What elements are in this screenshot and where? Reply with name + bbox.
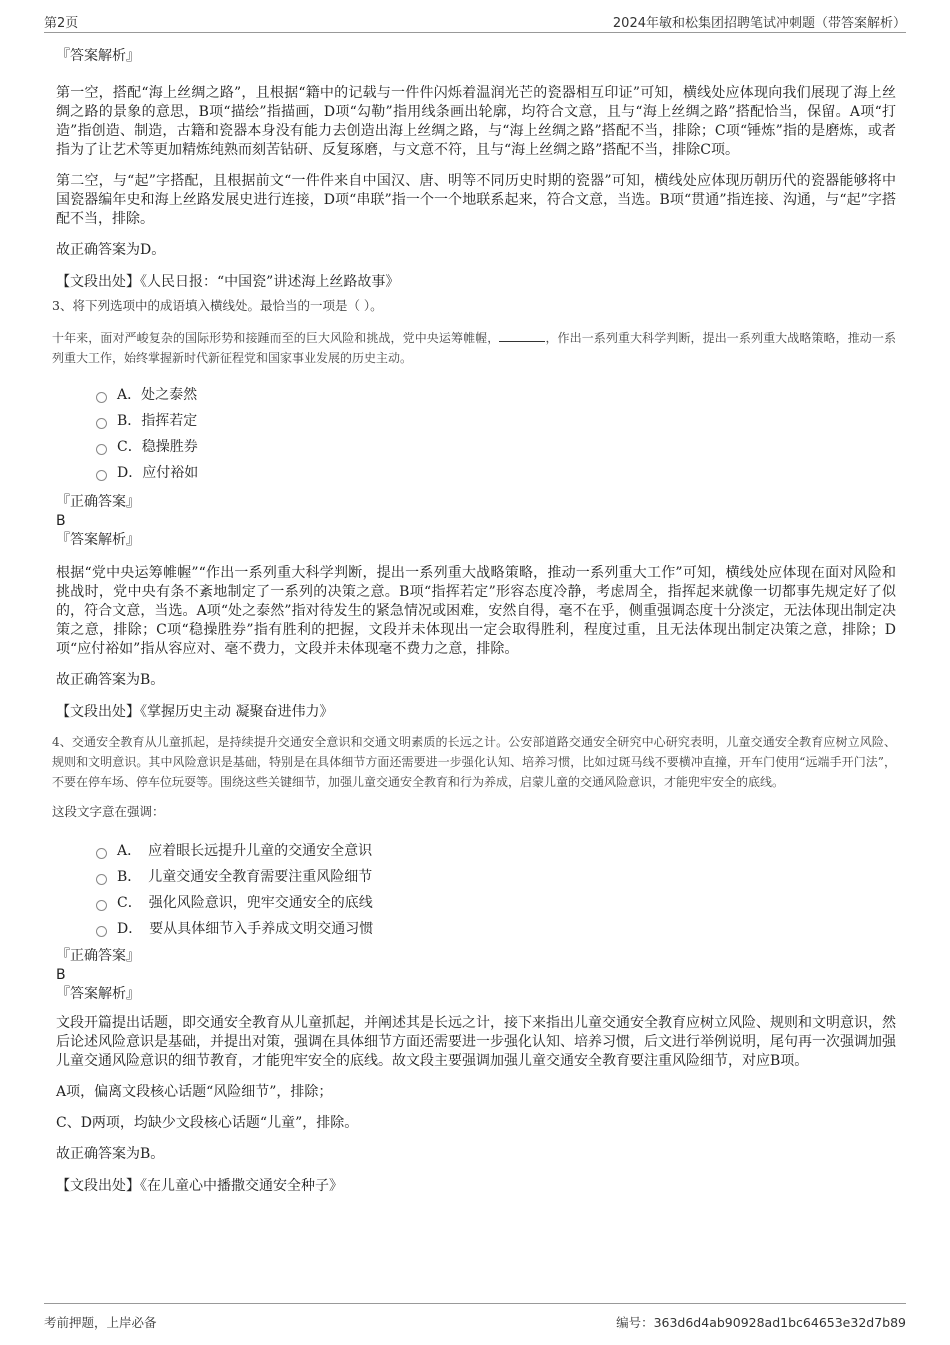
analysis-tag: 『答案解析』 bbox=[56, 48, 140, 64]
correct-answer: B bbox=[56, 513, 66, 529]
conclusion: 故正确答案为D。 bbox=[56, 242, 166, 258]
correct-answer: B bbox=[56, 967, 66, 983]
analysis-paragraph: 第二空，与“起”字搭配，且根据前文“一件件来自中国汉、唐、明等不同历史时期的瓷器”可知，横线处应体现历朝历代的瓷器能够将中国瓷器编年史和海上丝路发展史进行连接，D项“串联”指一个一个地联系起来，符合文意，当选。B项“贯通”指连接、沟通，与“起”字搭配不当，排除。 bbox=[56, 173, 896, 227]
question-title: 3、将下列选项中的成语填入横线处。最恰当的一项是（ ）。 bbox=[52, 298, 383, 313]
question-stem: 这段文字意在强调： bbox=[52, 804, 165, 819]
question-passage bbox=[52, 328, 896, 368]
document-body bbox=[52, 44, 896, 1196]
page-number: 第2页 bbox=[44, 16, 79, 31]
option-list bbox=[56, 838, 896, 942]
option-c[interactable]: C．稳操胜券 bbox=[96, 434, 896, 460]
passage-text: 十年来，面对严峻复杂的国际形势和接踵而至的巨大风险和挑战，党中央运筹帷幄， bbox=[52, 331, 500, 345]
footer-slogan: 考前押题，上岸必备 bbox=[44, 1315, 157, 1330]
analysis-tag: 『答案解析』 bbox=[56, 986, 140, 1002]
radio-icon[interactable] bbox=[96, 470, 107, 481]
fill-blank bbox=[499, 329, 545, 342]
document-id: 编号：363d6d4ab90928ad1bc64653e32d7b89 bbox=[616, 1315, 906, 1330]
analysis-paragraph: 文段开篇提出话题，即交通安全教育从儿童抓起，并阐述其是长远之计，接下来指出儿童交通安全教育应树立风险、规则和文明意识，然后论述风险意识是基础，并提出对策，强调在具体细节方面还需要进一步强化认知、培养习惯，后文进行举例说明，尾句再一次强调加强儿童交通风险意识的细节教育，才能兜牢安全的底线。故文段主要强调加强儿童交通安全教育要注重风险细节，对应B项。 bbox=[56, 1015, 896, 1069]
document-title: 2024年敏和松集团招聘笔试冲刺题（带答案解析） bbox=[612, 16, 906, 31]
question-passage: 4、交通安全教育从儿童抓起，是持续提升交通安全意识和交通文明素质的长远之计。公安部道路交通安全研究中心研究表明，儿童交通安全教育应树立风险、规则和文明意识。其中风险意识是基础，特别是在具体细节方面还需要进一步强化认知、培养习惯，比如过斑马线不要横冲直撞，开车门使用“远端手开门法”，不要在停车场、停车位玩耍等。围绕这些关键细节，加强儿童交通安全教育和行为养成，启蒙儿童的交通风险意识，才能兜牢安全的底线。 bbox=[52, 735, 896, 789]
analysis-paragraph: 根据“党中央运筹帷幄”“作出一系列重大科学判断，提出一系列重大战略策略，推动一系列重大工作”可知，横线处应体现在面对风险和挑战时，党中央有条不紊地制定了一系列的决策之意。B项“指挥若定”形容态度冷静，考虑周全，指挥起来就像一切都事先规定好了似的，符合文意，当选。A项“处之泰然”指对待发生的紧急情况或困难，安然自得，毫不在乎，侧重强调态度十分淡定，无法体现出制定决策之意，排除；C项“稳操胜券”指有胜利的把握，文段并未体现出一定会取得胜利，程度过重，且无法体现出制定决策之意，排除；D项“应付裕如”指从容应对、毫不费力，文段并未体现毫不费力之意，排除。 bbox=[56, 565, 896, 657]
conclusion: 故正确答案为B。 bbox=[56, 672, 165, 688]
option-list bbox=[56, 382, 896, 486]
radio-icon[interactable] bbox=[96, 848, 107, 859]
radio-icon[interactable] bbox=[96, 874, 107, 885]
radio-icon[interactable] bbox=[96, 926, 107, 937]
page-footer bbox=[44, 1303, 906, 1338]
correct-answer-tag: 『正确答案』 bbox=[56, 494, 140, 510]
correct-answer-tag: 『正确答案』 bbox=[56, 948, 140, 964]
analysis-note: A项，偏离文段核心话题“风险细节”，排除； bbox=[56, 1084, 333, 1100]
option-b[interactable]: B．指挥若定 bbox=[96, 408, 896, 434]
source-citation: 【文段出处】《掌握历史主动 凝聚奋进伟力》 bbox=[56, 704, 334, 720]
option-c[interactable]: C． 强化风险意识，兜牢交通安全的底线 bbox=[96, 890, 896, 916]
source-citation: 【文段出处】《人民日报：“中国瓷”讲述海上丝路故事》 bbox=[56, 274, 400, 290]
option-a[interactable]: A．处之泰然 bbox=[96, 382, 896, 408]
analysis-note: C、D两项，均缺少文段核心话题“儿童”，排除。 bbox=[56, 1115, 359, 1131]
radio-icon[interactable] bbox=[96, 444, 107, 455]
radio-icon[interactable] bbox=[96, 900, 107, 911]
radio-icon[interactable] bbox=[96, 392, 107, 403]
analysis-paragraph: 第一空，搭配“海上丝绸之路”，且根据“籍中的记载与一件件闪烁着温润光芒的瓷器相互印证”可知，横线处应体现向我们展现了海上丝绸之路的景象的意思，B项“描绘”指描画，D项“勾勒”指用线条画出轮廓，均符合文意，且与“海上丝绸之路”搭配恰当，保留。A项“打造”指创造、制造，古籍和瓷器本身没有能力去创造出海上丝绸之路，与“海上丝绸之路”搭配不当，排除；C项“锤炼”指的是磨炼，或者指为了让艺术等更加精炼纯熟而刻苦钻研、反复琢磨，与文意不符，且与“海上丝绸之路”搭配不当，排除C项。 bbox=[56, 85, 896, 158]
option-d[interactable]: D．应付裕如 bbox=[96, 460, 896, 486]
option-a[interactable]: A． 应着眼长远提升儿童的交通安全意识 bbox=[96, 838, 896, 864]
radio-icon[interactable] bbox=[96, 418, 107, 429]
source-citation: 【文段出处】《在儿童心中播撒交通安全种子》 bbox=[56, 1178, 343, 1194]
option-b[interactable]: B． 儿童交通安全教育需要注重风险细节 bbox=[96, 864, 896, 890]
page-header bbox=[44, 10, 906, 33]
conclusion: 故正确答案为B。 bbox=[56, 1146, 165, 1162]
passage-text: ，作出一系列重大科学判断，提出一系列重大战略策略，推动一系列重大工作，始终掌握新时代新征程党和国家事业发展的历史主动。 bbox=[52, 331, 896, 365]
analysis-tag: 『答案解析』 bbox=[56, 532, 140, 548]
option-d[interactable]: D． 要从具体细节入手养成文明交通习惯 bbox=[96, 916, 896, 942]
